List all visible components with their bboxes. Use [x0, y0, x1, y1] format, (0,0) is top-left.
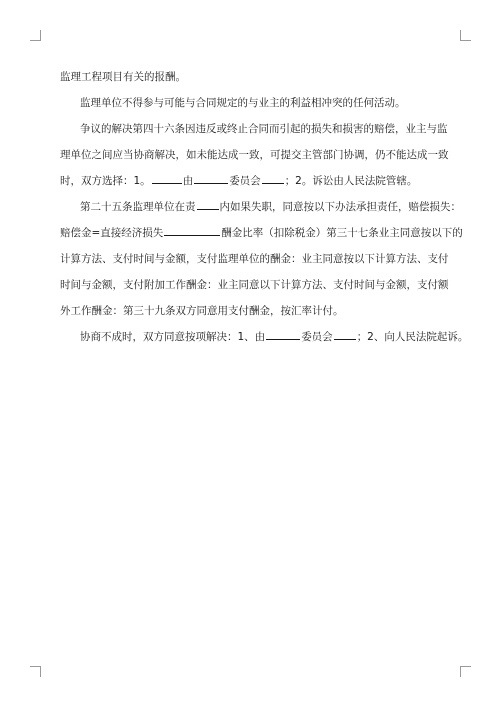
- text-line: 理单位之间应当协商解决，如未能达成一致，可提交主管部门协调，仍不能达成一致: [60, 149, 449, 161]
- text-segment: 由: [182, 175, 194, 187]
- text-segment: 赔偿金=直接经济损失: [60, 227, 164, 239]
- text-segment: 内如果失职，同意按以下办法承担责任，赔偿损失：: [219, 201, 461, 213]
- fill-in-blank: [194, 171, 228, 184]
- text-segment: ；2。诉讼由人民法院管辖。: [284, 175, 418, 187]
- paragraph-payment: [60, 64, 450, 90]
- crop-mark-top-left: [30, 30, 41, 41]
- text-segment: 第二十五条监理单位在责: [80, 201, 196, 213]
- text-line: 计算方法、支付时间与金额，支付监理单位的酬金：业主同意按以下计算方法、支付: [60, 253, 449, 265]
- text-line: 监理工程项目有关的报酬。: [60, 71, 186, 83]
- text-line: [60, 324, 469, 350]
- crop-mark-bottom-left: [30, 666, 41, 677]
- fill-in-blank: [262, 171, 284, 184]
- text-line: 外工作酬金：第三十九条双方同意用支付酬金，按汇率计付。: [60, 305, 344, 317]
- crop-mark-bottom-right: [460, 666, 471, 677]
- text-segment: 协商不成时，双方同意按项解决：1、由: [80, 331, 266, 343]
- crop-mark-top-right: [460, 30, 471, 41]
- text-segment: 委员会: [301, 331, 333, 343]
- text-segment: 酬金比率（扣除税金）第三十七条业主同意按以下的: [221, 227, 463, 239]
- fill-in-blank: [152, 171, 182, 184]
- paragraph-liability: [60, 194, 463, 324]
- text-segment: 委员会: [229, 175, 261, 187]
- text-line: [60, 168, 450, 194]
- paragraph-failed-negotiation: [60, 324, 469, 350]
- text-line: [60, 194, 461, 220]
- text-segment: 时，双方选择：1。: [60, 175, 151, 187]
- text-segment: ；2、向人民法院起诉。: [356, 331, 469, 343]
- text-line: 争议的解决第四十六条因违反或终止合同而引起的损失和损害的赔偿，业主与监: [80, 123, 448, 135]
- text-line: [60, 220, 463, 246]
- paragraph-conflict-of-interest: [60, 90, 450, 116]
- fill-in-blank: [164, 223, 220, 236]
- document-body: [60, 64, 469, 350]
- text-line: 监理单位不得参与可能与合同规定的与业主的利益相冲突的任何活动。: [80, 97, 406, 109]
- paragraph-dispute-resolution: [60, 116, 450, 194]
- fill-in-blank: [197, 197, 219, 210]
- fill-in-blank: [266, 327, 300, 340]
- text-line: 时间与金额，支付附加工作酬金：业主同意以下计算方法、支付时间与金额，支付额: [60, 279, 449, 291]
- fill-in-blank: [334, 327, 356, 340]
